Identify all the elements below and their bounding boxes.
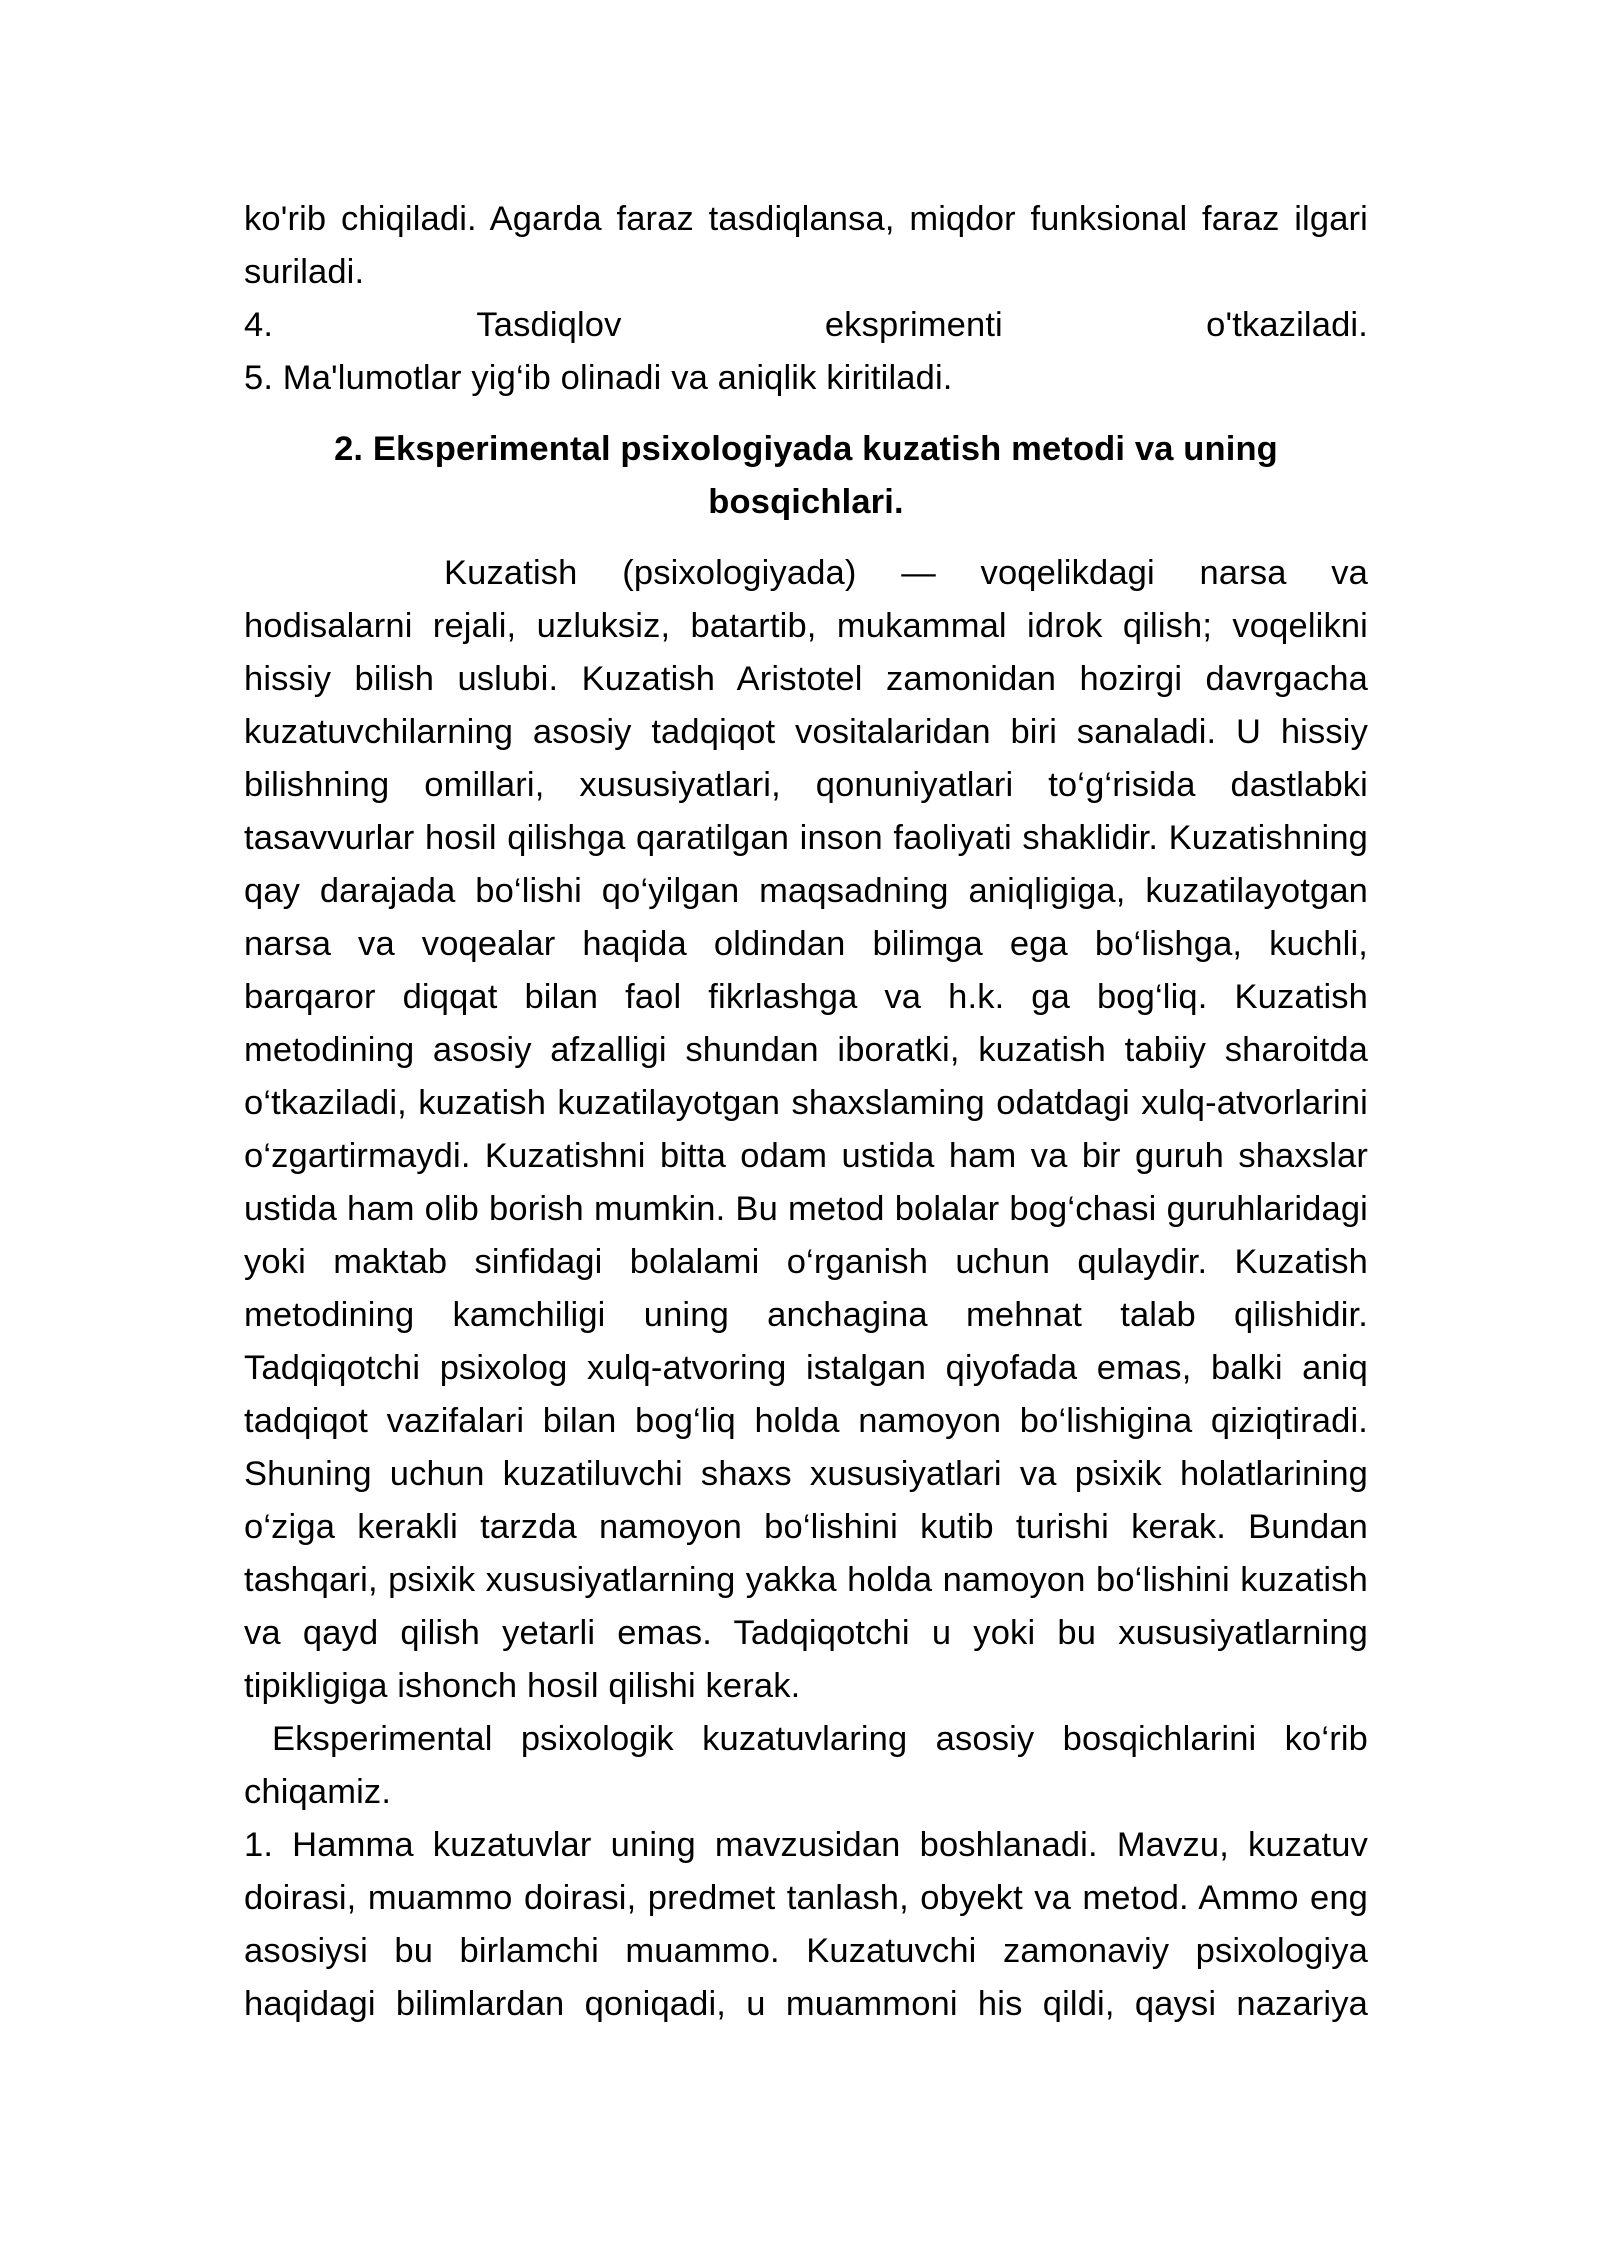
main-paragraph: Kuzatish (psixologiyada) — voqelikdagi narsa va hodisalarni rejali, uzluksiz, batartib, mukammal idrok qilish; voqelikni hissiy bilish uslubi. Kuzatish Aristotel zamonidan hozirgi davrgacha kuzatuvchilarning asosiy tadqiqot vositalaridan biri sanaladi. U hissiy bilishning omillari, xususiyatlari, qonuniyatlari to‘g‘risida dastlabki tasavvurlar hosil qilishga qaratilgan inson faoliyati shaklidir. Kuzatishning qay darajada bo‘lishi qo‘yilgan maqsadning aniqligiga, kuzatilayotgan narsa va voqealar haqida oldindan bilimga ega bo‘lishga, kuchli, barqaror diqqat bilan faol fikrlashga va h.k. ga bog‘liq. Kuzatish metodining asosiy afzalligi shundan iboratki, kuzatish tabiiy sharoitda o‘tkaziladi, kuzatish kuzatilayotgan shaxslaming odatdagi xulq-atvorlarini o‘zgartirmaydi. Kuzatishni bitta odam ustida ham va bir guruh shaxslar ustida ham olib borish mumkin. Bu metod bolalar bog‘chasi guruhlaridagi yoki maktab sinfidagi bolalami o‘rganish uchun qulaydir. Kuzatish metodining kamchiligi uning anchagina mehnat talab qilishidir. Tadqiqotchi psixolog xulq-atvoring istalgan qiyofada emas, balki aniq tadqiqot vazifalari bilan bog‘liq holda namoyon bo‘lishigina qiziqtiradi. Shuning uchun kuzatiluvchi shaxs xususiyatlari va psixik holatlarining o‘ziga kerakli tarzda namoyon bo‘lishini kutib turishi kerak. Bundan tashqari, psixik xususiyatlarning yakka holda namoyon bo‘lishini kuzatish va qayd qilish yetarli emas. Tadqiqotchi u yoki bu xususiyatlarning tipikligiga ishonch hosil qilishi kerak. bbox=[244, 554, 1368, 1705]
step-4-number: 4. bbox=[244, 306, 274, 344]
document-body bbox=[244, 193, 1368, 2031]
step-5-line: 5. Ma'lumotlar yig‘ib olinadi va aniqlik kiritiladi. bbox=[244, 359, 953, 397]
stage-1-paragraph: 1. Hamma kuzatuvlar uning mavzusidan boshlanadi. Mavzu, kuzatuv doirasi, muammo doirasi, predmet tanlash, obyekt va metod. Ammo eng asosiysi bu birlamchi muammo. Kuzatuvchi zamonaviy psixologiya haqidagi bilimlardan qoniqadi, u muammoni his qildi, qaysi nazariya bbox=[244, 1826, 1368, 2023]
stages-intro-paragraph: Eksperimental psixologik kuzatuvlaring asosiy bosqichlarini ko‘rib chiqamiz. bbox=[244, 1720, 1368, 1811]
step-4-word-1: Tasdiqlov bbox=[476, 306, 622, 344]
step-4-word-3: o'tkaziladi. bbox=[1206, 306, 1368, 344]
section-heading: 2. Eksperimental psixologiyada kuzatish metodi va uning bosqichlari. bbox=[334, 430, 1278, 521]
step-4-line bbox=[244, 299, 1368, 352]
step-4-word-2: eksprimentі bbox=[824, 306, 1003, 344]
continuation-paragraph: ko'rib chiqiladi. Agarda faraz tasdiqlansa, miqdor funksional faraz ilgari suriladi. bbox=[244, 200, 1368, 291]
